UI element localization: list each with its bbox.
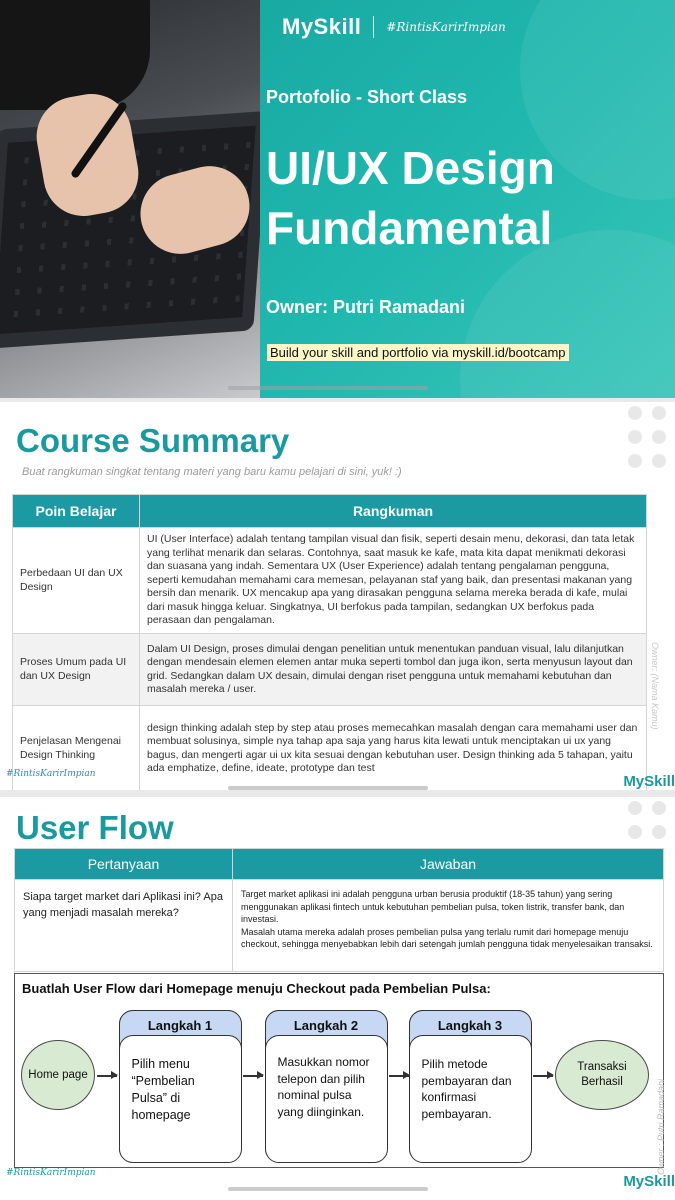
footer-myskill-logo: MySkill bbox=[623, 773, 675, 790]
table-row bbox=[13, 528, 647, 634]
flow-arrow bbox=[243, 1075, 263, 1077]
flow-instructions: Buatlah User Flow dari Homepage menuju Checkout pada Pembelian Pulsa: bbox=[22, 981, 491, 996]
decorative-dots bbox=[628, 801, 666, 839]
row-point: Penjelasan Mengenai Design Thinking bbox=[13, 706, 140, 791]
header-rangkuman: Rangkuman bbox=[140, 495, 647, 528]
step-1-box bbox=[119, 1010, 241, 1162]
row-summary: Dalam UI Design, proses dimulai dengan penelitian untuk menentukan panduan visual, lalu dilanjutkan dengan mendesain elemen elemen antar muka seperti tombol dan juga ikon, serta menyusun layout dan grid. Sedangkan dalam UX desain, dimulai dengan riset pengguna untuk memahami kebutuhan dan masalah mereka / user. bbox=[140, 634, 647, 706]
cover-owner: Owner: Putri Ramadani bbox=[266, 297, 466, 317]
cover-subtitle: Portofolio - Short Class bbox=[266, 87, 468, 107]
brand-header bbox=[282, 14, 506, 40]
page-scroll-indicator bbox=[228, 1187, 428, 1191]
user-flow-slide bbox=[0, 797, 675, 1200]
course-summary-instructions: Buat rangkuman singkat tentang materi yang baru kamu pelajari di sini, yuk! :) bbox=[22, 466, 402, 478]
course-summary-slide bbox=[0, 402, 675, 790]
myskill-logo: MySkill bbox=[282, 14, 362, 39]
owner-side-label: Owner: (Nama Kamu) bbox=[650, 642, 660, 730]
flow-arrow bbox=[389, 1075, 409, 1077]
question-cell: Siapa target market dari Aplikasi ini? Apa yang menjadi masalah mereka? bbox=[15, 880, 233, 972]
step-2-box bbox=[265, 1010, 387, 1162]
header-pertanyaan: Pertanyaan bbox=[15, 849, 233, 880]
step-2-body: Masukkan nomor telepon dan pilih nominal pulsa yang diinginkan. bbox=[265, 1035, 388, 1163]
start-node-homepage: Home page bbox=[21, 1040, 95, 1110]
user-flow-title: User Flow bbox=[16, 809, 174, 846]
cover-title-line1: UI/UX Design bbox=[266, 142, 555, 194]
row-summary: design thinking adalah step by step atau proses memecahkan masalah dengan cara memahami user dan membuat solusinya, simple nya tahap apa saja yang harus kita lewati untuk menciptakan ui ux yang bagus, dan mengerti agar ui ux kita sesuai dengan kebutuhan user. Design thinking ada 5 tahapan, yaitu ada emphatize, define, ideate, prototype dan test bbox=[140, 706, 647, 791]
end-node-transaksi-berhasil: Transaksi Berhasil bbox=[555, 1040, 649, 1110]
page-scroll-indicator bbox=[228, 386, 428, 390]
cover-panel bbox=[260, 0, 675, 400]
step-3-header: Langkah 3 bbox=[409, 1010, 532, 1050]
row-point: Proses Umum pada UI dan UX Design bbox=[13, 634, 140, 706]
flow-arrow bbox=[533, 1075, 553, 1077]
answer-paragraph-1: Target market aplikasi ini adalah pengguna urban berusia produktif (18-35 tahun) yang sering menggunakan aplikasi fintech untuk kebutuhan pembelian pulsa, token listrik, transfer bank, dan investasi. bbox=[241, 889, 625, 924]
user-flow-diagram bbox=[14, 973, 664, 1168]
step-3-body: Pilih metode pembayaran dan konfirmasi pembayaran. bbox=[409, 1035, 532, 1163]
table-row bbox=[13, 634, 647, 706]
course-summary-title: Course Summary bbox=[16, 422, 290, 459]
cover-title-line2: Fundamental bbox=[266, 202, 553, 254]
answer-cell bbox=[233, 880, 664, 972]
course-summary-table bbox=[12, 494, 647, 790]
table-row bbox=[15, 880, 664, 972]
brand-hashtag: #RintisKarirImpian bbox=[386, 20, 506, 34]
decorative-dots bbox=[628, 406, 666, 468]
footer-myskill-logo: MySkill bbox=[623, 1173, 675, 1190]
header-poin-belajar: Poin Belajar bbox=[13, 495, 140, 528]
answer-paragraph-2: Masalah utama mereka adalah proses pembelian pulsa yang terlalu rumit dari homepage menuju checkout, sehingga menyebabkan lebih dari setengah jumlah pengguna tidak menyelesaikan transaksi. bbox=[241, 926, 653, 949]
cover-slide bbox=[0, 0, 675, 400]
slide-separator bbox=[0, 790, 675, 797]
header-jawaban: Jawaban bbox=[233, 849, 664, 880]
laptop-typing-photo bbox=[0, 0, 260, 400]
row-summary: UI (User Interface) adalah tentang tampilan visual dan fisik, seperti desain menu, dekorasi, dan tata letak yang terlihat menarik dan selaras. Contohnya, saat masuk ke kafe, mata kita dapat menikmati dekorasi dan suasana yang indah. Sementara UX (User Experience) adalah tentang pengalaman pengguna, seperti kemudahan memahami cara memesan, pelayanan staf yang baik, dan presentasi makanan yang bersih dan menarik. UX mencakup apa yang dirasakan pengguna selama mereka berada di kafe, mulai dari masuk hingga keluar. Singkatnya, UI berfokus pada tampilan, sedangkan UX berfokus pada perasaan dan pengalaman. bbox=[140, 528, 647, 634]
bootcamp-link[interactable]: Build your skill and portfolio via myskill.id/bootcamp bbox=[267, 344, 569, 361]
question-answer-table bbox=[14, 848, 664, 972]
owner-side-label: Owner : Putri Ramadani bbox=[656, 1078, 666, 1175]
step-3-box bbox=[409, 1010, 531, 1162]
step-1-header: Langkah 1 bbox=[119, 1010, 242, 1050]
step-1-body: Pilih menu “Pembelian Pulsa” di homepage bbox=[119, 1035, 242, 1163]
row-point: Perbedaan UI dan UX Design bbox=[13, 528, 140, 634]
cover-title bbox=[266, 138, 555, 258]
table-row bbox=[13, 706, 647, 791]
flow-arrow bbox=[97, 1075, 117, 1077]
footer-hashtag: #RintisKarirImpian bbox=[6, 769, 96, 779]
step-2-header: Langkah 2 bbox=[265, 1010, 388, 1050]
footer-hashtag: #RintisKarirImpian bbox=[6, 1168, 96, 1178]
brand-divider bbox=[373, 16, 374, 38]
